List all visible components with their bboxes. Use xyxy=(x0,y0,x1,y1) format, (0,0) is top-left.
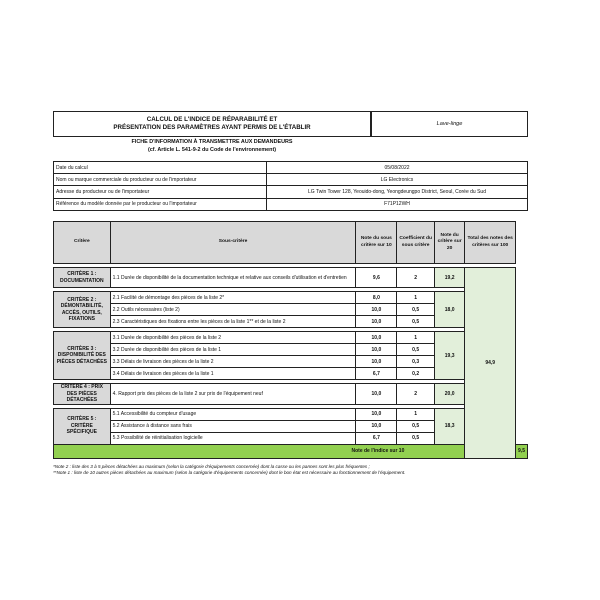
table-row xyxy=(54,292,528,304)
criterion-1-score: 19,2 xyxy=(434,268,464,288)
info-value: 05/08/2022 xyxy=(267,162,528,174)
col-sous-critere: Sous-critère xyxy=(110,222,356,264)
sub-note: 10,0 xyxy=(356,332,397,344)
sub-coef: 0,5 xyxy=(397,344,435,356)
sub-coef: 0,5 xyxy=(397,432,435,444)
table-row xyxy=(54,332,528,344)
info-value: LG Electronics xyxy=(267,174,528,186)
sub-note: 10,0 xyxy=(356,356,397,368)
col-coef: Coefficient du sous critère xyxy=(397,222,435,264)
sub-note: 10,0 xyxy=(356,384,397,405)
col-total: Total des notes des critères sur 100 xyxy=(465,222,516,264)
sub-note: 10,0 xyxy=(356,408,397,420)
final-score-value: 9,5 xyxy=(516,444,528,458)
col-note10: Note du sous critère sur 10 xyxy=(356,222,397,264)
sub-coef: 0,2 xyxy=(397,368,435,380)
criterion-2-score: 18,0 xyxy=(434,292,464,328)
sub-note: 10,0 xyxy=(356,316,397,328)
sub-note: 6,7 xyxy=(356,368,397,380)
info-row xyxy=(54,198,528,210)
criterion-4: CRITÈRE 4 : PRIX DES PIÈCES DÉTACHÉES xyxy=(54,384,111,405)
fiche-line-1: FICHE D'INFORMATION À TRANSMETTRE AUX DEMANDEURS xyxy=(131,139,293,145)
footnotes xyxy=(53,464,533,476)
table-row xyxy=(54,408,528,420)
final-score-label: Note de l'indice sur 10 xyxy=(54,444,465,458)
sub-criterion: 3.3 Délais de livraison des pièces de la liste 2 xyxy=(110,356,356,368)
sub-criterion: 3.4 Délais de livraison des pièces de la liste 1 xyxy=(110,368,356,380)
footnote-2: **Note 1 : liste de 10 autres pièces détachées au maximum (selon la catégorie d'équipements concernée) dont le bon état est nécessaire au fonctionnement de l'équipement. xyxy=(53,470,406,475)
document-title xyxy=(53,111,371,137)
sub-criterion: 2.1 Facilité de démontage des pièces de la liste 2* xyxy=(110,292,356,304)
info-label: Date du calcul xyxy=(54,162,267,174)
fiche-line-2: (cf. Article L. 541-9-2 du Code de l'environnement) xyxy=(147,146,277,153)
sub-coef: 0,5 xyxy=(397,420,435,432)
sub-note: 9,6 xyxy=(356,268,397,288)
score-table xyxy=(53,221,528,459)
fiche-heading xyxy=(53,139,371,155)
sub-note: 10,0 xyxy=(356,420,397,432)
sub-criterion: 3.1 Durée de disponibilité des pièces de la liste 2 xyxy=(110,332,356,344)
sub-criterion: 2.3 Caractéristiques des fixations entre les pièces de la liste 1** et de la liste 2 xyxy=(110,316,356,328)
sub-coef: 2 xyxy=(397,384,435,405)
sub-coef: 0,5 xyxy=(397,316,435,328)
sub-note: 10,0 xyxy=(356,344,397,356)
sub-coef: 1 xyxy=(397,292,435,304)
info-row xyxy=(54,186,528,198)
info-row xyxy=(54,174,528,186)
sub-note: 6,7 xyxy=(356,432,397,444)
final-row xyxy=(54,444,528,458)
sub-criterion: 5.2 Assistance à distance sans frais xyxy=(110,420,356,432)
sub-criterion: 2.2 Outils nécessaires (liste 2) xyxy=(110,304,356,316)
title-line-2: PRÉSENTATION DES PARAMÈTRES AYANT PERMIS DE L'ÉTABLIR xyxy=(113,124,311,131)
col-note20: Note du critère sur 20 xyxy=(434,222,464,264)
info-label: Référence du modèle donnée par le producteur ou l'importateur xyxy=(54,198,267,210)
title-line-1: CALCUL DE L'INDICE DE RÉPARABILITÉ ET xyxy=(146,116,278,123)
criterion-2: CRITÈRE 2 : DÉMONTABILITÉ, ACCÈS, OUTILS, FIXATIONS xyxy=(54,292,111,328)
sub-criterion: 5.3 Possibilité de réinitialisation logicielle xyxy=(110,432,356,444)
sub-note: 10,0 xyxy=(356,304,397,316)
criterion-3-score: 19,3 xyxy=(434,332,464,380)
sub-criterion: 5.1 Accessibilité du compteur d'usage xyxy=(110,408,356,420)
total-score: 94,9 xyxy=(465,268,516,459)
sub-criterion: 1.1 Durée de disponibilité de la documentation technique et relative aux conseils d'utilisation et d'entretien xyxy=(110,268,356,288)
col-critere: Critère xyxy=(54,222,111,264)
info-row xyxy=(54,162,528,174)
criterion-4-score: 20,0 xyxy=(434,384,464,405)
sub-coef: 1 xyxy=(397,332,435,344)
sub-coef: 2 xyxy=(397,268,435,288)
info-value: LG Twin Tower 128, Yeouido-dong, Yeongdeungpo District, Seoul, Corée du Sud xyxy=(267,186,528,198)
info-value: F71P12WH xyxy=(267,198,528,210)
table-row xyxy=(54,384,528,405)
info-label: Adresse du producteur ou de l'importateur xyxy=(54,186,267,198)
info-label: Nom ou marque commerciale du producteur ou de l'importateur xyxy=(54,174,267,186)
criterion-5-score: 18,3 xyxy=(434,408,464,444)
criterion-1: CRITÈRE 1 : DOCUMENTATION xyxy=(54,268,111,288)
table-row xyxy=(54,268,528,288)
sub-coef: 0,5 xyxy=(397,304,435,316)
criterion-5: CRITÈRE 5 : CRITÈRE SPÉCIFIQUE xyxy=(54,408,111,444)
sub-criterion: 4. Rapport prix des pièces de la liste 2 sur prix de l'équipement neuf xyxy=(110,384,356,405)
sub-coef: 1 xyxy=(397,408,435,420)
sub-criterion: 3.2 Durée de disponibilité des pièces de la liste 1 xyxy=(110,344,356,356)
footnote-1: *Note 2 : liste des 3 à 5 pièces détachées au maximum (selon la catégorie d'équipements concernée) dont la casse ou les pannes sont les plus fréquentes ; xyxy=(53,464,370,469)
sub-note: 8,0 xyxy=(356,292,397,304)
info-table xyxy=(53,161,528,211)
appliance-type: Lave-linge xyxy=(371,111,528,137)
sub-coef: 0,3 xyxy=(397,356,435,368)
header-row xyxy=(54,222,528,264)
criterion-3: CRITÈRE 3 : DISPONIBILITÉ DES PIÈCES DÉTACHÉES xyxy=(54,332,111,380)
